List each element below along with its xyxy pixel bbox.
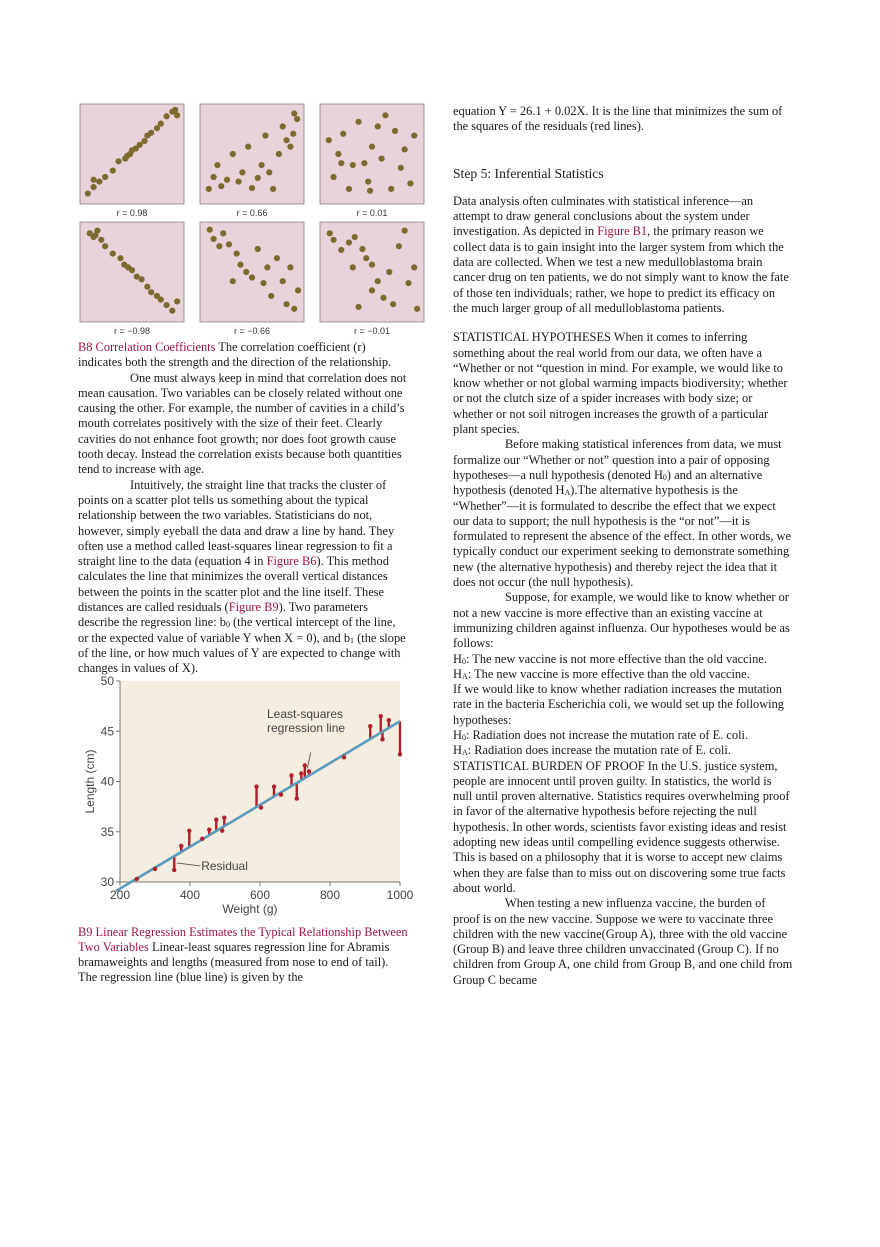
paragraph-statistical-inference bbox=[453, 194, 793, 316]
paragraph-regression bbox=[78, 478, 408, 677]
scatter-dot bbox=[402, 146, 408, 152]
data-point bbox=[259, 805, 263, 809]
scatter-dot bbox=[274, 255, 280, 261]
y-tick-label: 40 bbox=[100, 774, 114, 789]
correlation-panel-4 bbox=[80, 222, 184, 336]
scatter-dot bbox=[148, 289, 154, 295]
scatter-dot bbox=[239, 169, 245, 175]
paragraph-inference-text-b: , the primary reason we collect data is to gain insight into the larger system from which the data are collected. When we test a new medulloblastoma brain cancer drug on ten patients, we do not simply want to know the fate of those ten individuals; rather, we hope to predict its efficacy on the much larger group of all medulloblastoma patients. bbox=[453, 224, 789, 315]
hypothesis-text: : Radiation does increase the mutation rate of E. coli. bbox=[467, 743, 731, 758]
hypothesis-letter: H bbox=[453, 743, 462, 758]
scatter-dot bbox=[144, 284, 150, 290]
scatter-dot bbox=[350, 264, 356, 270]
scatter-dot bbox=[276, 151, 282, 157]
scatter-dot bbox=[237, 262, 243, 268]
scatter-dot bbox=[110, 167, 116, 173]
subscript-0: 0 bbox=[461, 656, 466, 666]
scatter-dot bbox=[206, 186, 212, 192]
scatter-dot bbox=[350, 162, 356, 168]
subscript-a: A bbox=[461, 748, 468, 758]
scatter-dot bbox=[92, 232, 98, 238]
scatter-dot bbox=[331, 174, 337, 180]
figure-b8-caption-title: B8 Correlation Coefficients bbox=[78, 340, 216, 354]
scatter-dot bbox=[340, 131, 346, 137]
scatter-dot bbox=[139, 276, 145, 282]
hypothesis-text: : The new vaccine is more effective than the old vaccine. bbox=[467, 666, 750, 681]
scatter-dot bbox=[255, 175, 261, 181]
scatter-dot bbox=[211, 236, 217, 242]
data-point bbox=[398, 752, 402, 756]
panel-background bbox=[320, 222, 424, 322]
hypothesis-letter: H bbox=[453, 727, 462, 742]
hypothesis-h0-vaccine bbox=[453, 652, 793, 667]
scatter-dot bbox=[346, 239, 352, 245]
scatter-dot bbox=[211, 174, 217, 180]
scatter-dot bbox=[352, 234, 358, 240]
regression-line-label: regression line bbox=[267, 720, 346, 735]
data-point bbox=[135, 876, 139, 880]
figure-b9-caption bbox=[78, 925, 408, 986]
link-figure-b1[interactable]: Figure B1 bbox=[597, 224, 648, 239]
scatter-dot bbox=[235, 179, 241, 185]
scatter-dot bbox=[388, 186, 394, 192]
scatter-dot bbox=[174, 298, 180, 304]
link-figure-b9[interactable]: Figure B9 bbox=[228, 600, 279, 615]
scatter-dot bbox=[163, 113, 169, 119]
paragraph-burden-of-proof: STATISTICAL BURDEN OF PROOF In the U.S. justice system, people are innocent until proven guilty. In statistics, the world is null until proven alternative. Statistics requires overwhelming proof in favor of the alternative hypothesis before rejecting the null hypothesis. In other words, scientists favor existing ideas and resist adopting new ideas until compelling evidence suggests otherwise. This is based on a philosophy that it is worse to accept new claims when they are false than to miss out on discovering some true facts about world. bbox=[453, 758, 790, 895]
data-point bbox=[307, 769, 311, 773]
scatter-dot bbox=[234, 251, 240, 257]
scatter-dot bbox=[124, 153, 130, 159]
hypothesis-h0-radiation bbox=[453, 728, 793, 743]
x-tick-label: 600 bbox=[249, 887, 271, 902]
scatter-dot bbox=[96, 179, 102, 185]
scatter-dot bbox=[268, 293, 274, 299]
scatter-dot bbox=[280, 278, 286, 284]
data-point bbox=[187, 828, 191, 832]
paragraph-formalize-text-a: Before making statistical inferences from data, we must formalize our “Whether or not” question into a pair of opposing hypotheses—a null hypothesis (denoted H bbox=[453, 437, 782, 482]
scatter-dot bbox=[335, 151, 341, 157]
scatter-dot bbox=[91, 184, 97, 190]
scatter-dot bbox=[249, 274, 255, 280]
correlation-panel-5 bbox=[200, 222, 304, 336]
scatter-dot bbox=[141, 138, 147, 144]
residual-label: Residual bbox=[201, 858, 248, 873]
data-point bbox=[299, 771, 303, 775]
scatter-dot bbox=[259, 162, 265, 168]
scatter-dot bbox=[369, 287, 375, 293]
scatter-dot bbox=[220, 230, 226, 236]
scatter-dot bbox=[386, 269, 392, 275]
scatter-dot bbox=[402, 228, 408, 234]
scatter-dot bbox=[214, 162, 220, 168]
data-point bbox=[153, 866, 157, 870]
scatter-dot bbox=[218, 183, 224, 189]
correlation-r-label: r = −0.98 bbox=[113, 326, 151, 336]
hypothesis-ha-vaccine bbox=[453, 667, 793, 682]
scatter-dot bbox=[117, 255, 123, 261]
scatter-dot bbox=[91, 177, 97, 183]
scatter-dot bbox=[207, 227, 213, 233]
scatter-dot bbox=[327, 230, 333, 236]
x-tick-label: 200 bbox=[109, 887, 131, 902]
scatter-dot bbox=[280, 123, 286, 129]
paragraph-formalize-hypotheses bbox=[453, 437, 793, 590]
scatter-dot bbox=[163, 302, 169, 308]
data-point bbox=[220, 828, 224, 832]
x-tick-label: 400 bbox=[179, 887, 201, 902]
correlation-panel-1 bbox=[80, 104, 184, 218]
scatter-dot bbox=[367, 188, 373, 194]
figure-b9-regression-chart bbox=[78, 673, 414, 925]
scatter-dot bbox=[102, 243, 108, 249]
scatter-dot bbox=[283, 137, 289, 143]
y-tick-label: 35 bbox=[100, 824, 114, 839]
data-point bbox=[379, 714, 383, 718]
scatter-dot bbox=[243, 269, 249, 275]
data-point bbox=[207, 827, 211, 831]
scatter-dot bbox=[287, 264, 293, 270]
correlation-r-label: r = 0.01 bbox=[356, 208, 388, 218]
scatter-dot bbox=[355, 119, 361, 125]
scatter-dot bbox=[331, 237, 337, 243]
scatter-dot bbox=[346, 186, 352, 192]
paragraph-regression-text-e: (the slope of the line, or how much values of Y are expected to change with changes in values of X). bbox=[78, 630, 406, 676]
data-point bbox=[172, 867, 176, 871]
hypothesis-text: : The new vaccine is not more effective than the old vaccine. bbox=[465, 651, 767, 666]
paragraph-formalize-text-c: ).The alternative hypothesis is the “Whether”—it is formulated to describe the effect that we expect our data to support; the null hypothesis is the “or not”—it is formulated to represent the absence of the effect. In other words, we typically conduct our experiment seeking to demonstrate something new (the alternative hypothesis) and thereby reject the idea that it does not occur (the null hypothesis). bbox=[453, 483, 791, 590]
y-tick-label: 30 bbox=[100, 874, 114, 889]
scatter-dot bbox=[169, 308, 175, 314]
scatter-dot bbox=[390, 301, 396, 307]
scatter-dot bbox=[226, 241, 232, 247]
x-axis-label: Weight (g) bbox=[222, 901, 278, 916]
scatter-dot bbox=[230, 151, 236, 157]
scatter-dot bbox=[249, 185, 255, 191]
x-tick-label: 800 bbox=[319, 887, 341, 902]
figure-b8-caption bbox=[78, 340, 408, 371]
scatter-dot bbox=[369, 144, 375, 150]
hypothesis-ha-radiation bbox=[453, 743, 793, 758]
plot-area bbox=[120, 681, 400, 882]
scatter-dot bbox=[396, 243, 402, 249]
correlation-r-label: r = −0.01 bbox=[353, 326, 391, 336]
data-point bbox=[279, 792, 283, 796]
scatter-dot bbox=[158, 121, 164, 127]
scatter-dot bbox=[359, 246, 365, 252]
scatter-dot bbox=[115, 158, 121, 164]
scatter-dot bbox=[411, 133, 417, 139]
subscript-b1: 1 bbox=[350, 635, 355, 645]
paragraph-regression-text-a: Intuitively, the straight line that tracks the cluster of points on a scatter plot tells us something about the typical relationship between the two variables. Statisticians do not, however, simply eyeball the data and draw a line by hand. They often use a method called least-squares linear regression to fit a straight line to the data (equation 4 in bbox=[78, 477, 395, 569]
data-point bbox=[368, 724, 372, 728]
right-column bbox=[453, 104, 793, 988]
scatter-dot bbox=[270, 186, 276, 192]
scatter-dot bbox=[361, 160, 367, 166]
y-axis-label: Length (cm) bbox=[83, 749, 97, 814]
scatter-dot bbox=[102, 174, 108, 180]
data-point bbox=[222, 815, 226, 819]
figure-b9-caption-title: B9 Linear Regression Estimates the Typical Relationship Between Two Variables bbox=[78, 924, 408, 954]
paragraph-vaccine-example: Suppose, for example, we would like to know whether or not a new vaccine is more effective than an existing vaccine at immunizing children against influenza. Our hypotheses would be as follows: bbox=[453, 590, 790, 651]
hypothesis-letter: H bbox=[453, 666, 462, 681]
scatter-dot bbox=[379, 156, 385, 162]
regression-line-label: Least-squares bbox=[267, 706, 344, 721]
scatter-dot bbox=[172, 107, 178, 113]
figure-b9-caption-text: Linear-least squares regression line for Abramis bramaweights and lengths (measured from nose to end of tail). The regression line (blue line) is given by the bbox=[78, 939, 390, 985]
data-point bbox=[342, 755, 346, 759]
correlation-r-label: r = −0.66 bbox=[233, 326, 271, 336]
paragraph-formalize-text-b: ) and an alternative hypothesis (denoted H bbox=[453, 467, 763, 498]
paragraph-correlation-causation: One must always keep in mind that correlation does not mean causation. Two variables can be closely related without one causing the other. For example, the number of cavities in a child’s mouth correlates positively with the size of their feet. Clearly cavities do not enhance foot growth; nor does foot growth cause tooth decay. Instead the correlation exists because both quantities tend to increase with age. bbox=[78, 370, 407, 477]
scatter-dot bbox=[365, 179, 371, 185]
data-point bbox=[179, 843, 183, 847]
figure-b8-correlation-panels bbox=[78, 104, 408, 340]
scatter-dot bbox=[369, 262, 375, 268]
scatter-dot bbox=[338, 160, 344, 166]
scatter-dot bbox=[110, 251, 116, 257]
scatter-dot bbox=[283, 301, 289, 307]
correlation-panel-2 bbox=[200, 104, 304, 218]
data-point bbox=[387, 718, 391, 722]
paragraph-statistical-hypotheses: STATISTICAL HYPOTHESES When it comes to inferring something about the real world from our data, we often have a “Whether or not “question in mind. For example, we would like to know whether or not global warming impacts biodiversity; whether or not the clutch size of a spider increases with body size; or whether or not soil nitrogen increases the growth of a particular plant species. bbox=[453, 330, 788, 437]
scatter-dot bbox=[407, 180, 413, 186]
subscript-0: 0 bbox=[662, 472, 667, 482]
scatter-dot bbox=[295, 287, 301, 293]
scatter-dot bbox=[382, 112, 388, 118]
y-tick-label: 50 bbox=[100, 673, 114, 688]
scatter-dot bbox=[260, 280, 266, 286]
scatter-dot bbox=[216, 243, 222, 249]
paragraph-regression-text-c: ). Two parameters describe the regression line: b bbox=[78, 600, 368, 630]
paragraph-equation: equation Y = 26.1 + 0.02X. It is the line that minimizes the sum of the squares of the residuals (red lines). bbox=[453, 104, 783, 134]
paragraph-influenza-vaccine-test: When testing a new influenza vaccine, the burden of proof is on the new vaccine. Suppose we were to vaccinate three children with the new vaccine(Group A), three with the old vaccine (Group B) and leave three children unvaccinated (Group C). If no children from Group A, one child from Group B, and one child from Group C became bbox=[453, 896, 793, 987]
left-column bbox=[78, 104, 414, 986]
scatter-dot bbox=[338, 247, 344, 253]
data-point bbox=[289, 773, 293, 777]
scatter-dot bbox=[326, 137, 332, 143]
x-tick-label: 1000 bbox=[386, 887, 414, 902]
scatter-dot bbox=[392, 128, 398, 134]
scatter-dot bbox=[363, 255, 369, 261]
hypothesis-text: : Radiation does not increase the mutation rate of E. coli. bbox=[465, 727, 749, 742]
paragraph-regression-text-b: ). This method calculates the line that minimizes the overall vertical distances between the points in the scatter plot and the line itself. These distances are called residuals ( bbox=[78, 554, 389, 615]
scatter-dot bbox=[291, 110, 297, 116]
scatter-dot bbox=[264, 264, 270, 270]
data-point bbox=[303, 763, 307, 767]
subscript-0: 0 bbox=[461, 732, 466, 742]
scatter-dot bbox=[287, 144, 293, 150]
scatter-dot bbox=[144, 133, 150, 139]
scatter-dot bbox=[294, 116, 300, 122]
scatter-dot bbox=[125, 264, 131, 270]
correlation-r-label: r = 0.98 bbox=[116, 208, 148, 218]
correlation-r-label: r = 0.66 bbox=[236, 208, 268, 218]
scatter-dot bbox=[85, 190, 91, 196]
correlation-panel-6 bbox=[320, 222, 424, 336]
hypothesis-letter: H bbox=[453, 651, 462, 666]
link-figure-b6[interactable]: Figure B6 bbox=[266, 554, 317, 569]
subscript-a: A bbox=[564, 488, 571, 498]
scatter-dot bbox=[375, 123, 381, 129]
data-point bbox=[200, 836, 204, 840]
scatter-dot bbox=[255, 246, 261, 252]
data-point bbox=[295, 796, 299, 800]
paragraph-inference-text-a: Data analysis often culminates with statistical inference—an attempt to draw general conclusions about the system under investigation. As depicted in bbox=[453, 193, 754, 239]
y-tick-label: 45 bbox=[100, 723, 114, 738]
scatter-dot bbox=[158, 297, 164, 303]
paragraph-regression-text-d: (the vertical intercept of the line, or the expected value of variable Y when X = 0), and b bbox=[78, 615, 396, 645]
data-point bbox=[272, 784, 276, 788]
scatter-dot bbox=[355, 304, 361, 310]
scatter-dot bbox=[405, 280, 411, 286]
scatter-dot bbox=[230, 278, 236, 284]
scatter-dot bbox=[266, 169, 272, 175]
scatter-dot bbox=[245, 144, 251, 150]
scatter-dot bbox=[174, 112, 180, 118]
data-point bbox=[214, 817, 218, 821]
data-point bbox=[254, 784, 258, 788]
scatter-dot bbox=[224, 177, 230, 183]
correlation-panel-3 bbox=[320, 104, 424, 218]
scatter-dot bbox=[291, 306, 297, 312]
scatter-dot bbox=[290, 131, 296, 137]
data-point bbox=[380, 737, 384, 741]
subscript-a: A bbox=[461, 671, 468, 681]
section-heading-inferential-statistics: Step 5: Inferential Statistics bbox=[453, 165, 604, 181]
figure-b8-caption-text: The correlation coefficient (r) indicates both the strength and the direction of the relationship. bbox=[78, 340, 392, 370]
scatter-dot bbox=[411, 264, 417, 270]
scatter-dot bbox=[398, 165, 404, 171]
scatter-dot bbox=[262, 133, 268, 139]
subscript-b0: 0 bbox=[225, 620, 230, 630]
scatter-dot bbox=[414, 306, 420, 312]
paragraph-radiation-example: If we would like to know whether radiation increases the mutation rate in the bacteria Escherichia coli, we would set up the following hypotheses: bbox=[453, 682, 784, 727]
scatter-dot bbox=[380, 295, 386, 301]
scatter-dot bbox=[98, 237, 104, 243]
scatter-dot bbox=[375, 278, 381, 284]
